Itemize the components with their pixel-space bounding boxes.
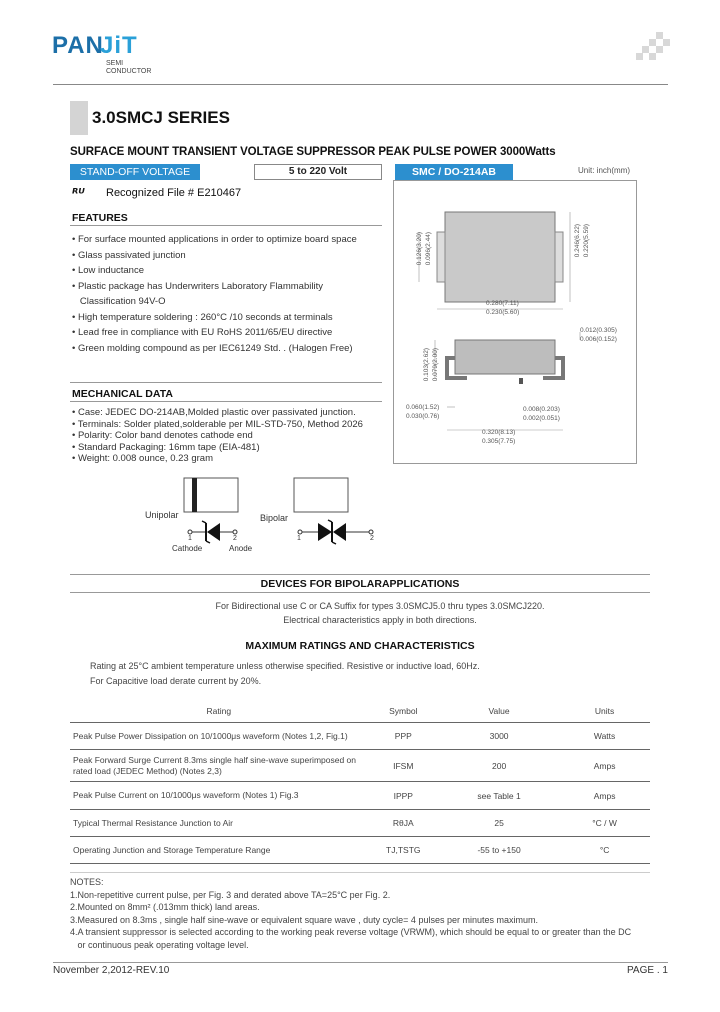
- list-item: • Case: JEDEC DO-214AB,Molded plastic over passivated junction.: [72, 407, 356, 418]
- unipolar-pin2-label: 2: [233, 535, 237, 542]
- cell-units: °C: [559, 837, 650, 864]
- mechanical-divider-top: [70, 382, 382, 383]
- dim-d7: 0.012(0.305): [580, 327, 617, 334]
- cell-rating: Peak Pulse Power Dissipation on 10/1000μs waveform (Notes 1,2, Fig.1): [70, 723, 368, 750]
- cell-units: °C / W: [559, 810, 650, 837]
- brand-sub-conductor: CONDUCTOR: [106, 68, 152, 75]
- dim-d16: 0.305(7.75): [482, 438, 516, 445]
- dim-d8: 0.006(0.152): [580, 336, 617, 343]
- bipolar-line-1: For Bidirectional use C or CA Suffix for types 3.0SMCJ5.0 thru types 3.0SMCJ220.: [215, 601, 545, 611]
- cell-symbol: IPPP: [368, 782, 439, 810]
- table-header-row: [70, 700, 650, 723]
- cell-rating: Peak Pulse Current on 10/1000μs waveform (Notes 1) Fig.3: [70, 782, 368, 810]
- list-item: • Glass passivated junction: [72, 249, 186, 261]
- bipolar-pin-2: [369, 530, 373, 534]
- cell-symbol: PPP: [368, 723, 439, 750]
- bipolar-divider: [70, 592, 650, 593]
- list-item: • Terminals: Solder plated,solderable per MIL-STD-750, Method 2026: [72, 418, 363, 430]
- unipolar-diode-icon: [207, 523, 220, 541]
- unipolar-pin-2: [233, 530, 237, 534]
- note-item: or continuous peak operating voltage level.: [70, 939, 249, 950]
- bipolar-heading: DEVICES FOR BIPOLARAPPLICATIONS: [260, 578, 460, 590]
- bipolar-line-2: Electrical characteristics apply in both directions.: [283, 615, 477, 625]
- mechanical-divider: [70, 401, 382, 402]
- list-item: • Lead free in compliance with EU RoHS 2011/65/EU directive: [72, 327, 333, 338]
- list-item: Classification 94V-O: [72, 296, 166, 307]
- dim-d5: 0.246(6.22): [574, 224, 581, 258]
- ratings-table: [70, 700, 650, 864]
- dim-d2: 0.230(5.60): [486, 309, 520, 316]
- note-item: 2.Mounted on 8mm² (.013mm thick) land areas.: [70, 902, 260, 912]
- brand-subtitle: [106, 60, 151, 76]
- dim-d13: 0.008(0.203): [523, 406, 560, 413]
- cell-value: 25: [439, 810, 559, 837]
- cell-value: -55 to +150: [439, 837, 559, 864]
- unit-note: Unit: inch(mm): [578, 166, 631, 175]
- dim-d1: 0.280(7.11): [486, 300, 519, 307]
- features-list: [72, 232, 382, 356]
- note-item: 4.A transient suppressor is selected according to the working peak reverse voltage (VRWM), which should be equal to or greater than the DC: [70, 927, 632, 937]
- bipolar-label: Bipolar: [260, 513, 289, 523]
- unipolar-pin-1: [188, 530, 192, 534]
- page-number: PAGE . 1: [627, 965, 668, 976]
- notes-heading: NOTES:: [70, 877, 104, 887]
- cell-symbol: RθJA: [368, 810, 439, 837]
- col-value: Value: [439, 700, 559, 723]
- col-rating: Rating: [70, 700, 368, 723]
- cathode-label: Cathode: [172, 544, 203, 553]
- notes-divider: [70, 872, 650, 873]
- list-item: • For surface mounted applications in order to optimize board space: [72, 234, 357, 245]
- bipolar-text: [180, 599, 580, 627]
- package-label: SMC / DO-214AB: [395, 164, 513, 180]
- bipolar-pin-1: [298, 530, 302, 534]
- list-item: • Standard Packaging: 16mm tape (EIA-481): [72, 441, 260, 453]
- ratings-heading: MAXIMUM RATINGS AND CHARACTERISTICS: [245, 640, 475, 652]
- decorative-dots-icon: [636, 32, 670, 66]
- features-divider: [70, 225, 382, 226]
- unipolar-label: Unipolar: [145, 510, 179, 520]
- cathode-band: [192, 478, 197, 512]
- dim-d4: 0.096(2.44): [425, 232, 432, 266]
- dim-d10: 0.079(2.00): [432, 348, 439, 382]
- note-item: 1.Non-repetitive current pulse, per Fig. 3 and derated above TA=25°C per Fig. 2.: [70, 889, 391, 900]
- table-row: [70, 750, 650, 782]
- list-item: • Low inductance: [72, 265, 144, 276]
- rating-note-1: Rating at 25°C ambient temperature unless otherwise specified. Resistive or inductive load, 60Hz.: [90, 661, 480, 671]
- cell-units: Watts: [559, 723, 650, 750]
- standoff-label: STAND-OFF VOLTAGE: [70, 164, 200, 180]
- table-row: [70, 837, 650, 864]
- svg-text:ᴿᵁ: ᴿᵁ: [72, 187, 85, 200]
- anode-label: Anode: [229, 544, 253, 553]
- package-side-view: [455, 340, 555, 374]
- dim-d9: 0.103(2.62): [423, 348, 430, 382]
- dim-d12: 0.030(0.76): [406, 413, 440, 420]
- standoff-value: 5 to 220 Volt: [254, 164, 382, 180]
- mechanical-heading: MECHANICAL DATA: [72, 388, 173, 400]
- features-heading: FEATURES: [72, 212, 128, 224]
- list-item: • Polarity: Color band denotes cathode end: [72, 430, 253, 441]
- notes: [70, 876, 631, 951]
- table-row: [70, 782, 650, 810]
- cell-rating: Typical Thermal Resistance Junction to Air: [70, 810, 368, 837]
- series-accent-bar: [70, 101, 88, 135]
- brand-logo-jit: JiT: [100, 32, 138, 59]
- cell-value: 3000: [439, 723, 559, 750]
- list-item: • Plastic package has Underwriters Laboratory Flammability: [72, 280, 323, 292]
- cell-rating: Peak Forward Surge Current 8.3ms single half sine-wave superimposed on rated load (JEDEC Method) (Notes 2,3): [70, 750, 368, 782]
- rating-note-2: For Capacitive load derate current by 20%.: [90, 676, 262, 686]
- package-top-view: [445, 212, 555, 302]
- mechanical-list: [72, 407, 382, 465]
- cell-symbol: IFSM: [368, 750, 439, 782]
- list-item: • Green molding compound as per IEC61249 Std. . (Halogen Free): [72, 342, 353, 354]
- dim-d6: 0.220(5.59): [583, 224, 590, 258]
- list-item: • High temperature soldering : 260°C /10 seconds at terminals: [72, 311, 333, 323]
- unipolar-pin1-label: 1: [188, 535, 192, 542]
- series-title: 3.0SMCJ SERIES: [92, 108, 230, 127]
- dim-d11: 0.060(1.52): [406, 404, 440, 411]
- bipolar-diode-icon: [318, 523, 332, 541]
- cell-units: Amps: [559, 782, 650, 810]
- dim-d15: 0.320(8.13): [482, 429, 516, 436]
- dim-d14: 0.002(0.051): [523, 415, 560, 422]
- bipolar-divider-top: [70, 574, 650, 575]
- document-title: SURFACE MOUNT TRANSIENT VOLTAGE SUPPRESSOR PEAK PULSE POWER 3000Watts: [70, 146, 556, 158]
- dim-d3: 0.126(3.20): [416, 232, 423, 266]
- table-row: [70, 810, 650, 837]
- revision-date: November 2,2012-REV.10: [53, 965, 170, 976]
- cell-units: Amps: [559, 750, 650, 782]
- cell-symbol: TJ,TSTG: [368, 837, 439, 864]
- col-symbol: Symbol: [368, 700, 439, 723]
- recognized-file: Recognized File # E210467: [106, 187, 242, 199]
- bipolar-pin2-label: 2: [370, 535, 374, 542]
- bipolar-pin1-label: 1: [297, 535, 301, 542]
- note-item: 3.Measured on 8.3ms , single half sine-wave or equivalent square wave , duty cycle= 4 pulses per minutes maximum.: [70, 914, 538, 925]
- cell-rating: Operating Junction and Storage Temperature Range: [70, 837, 368, 864]
- footer-divider: [53, 962, 668, 963]
- table-row: [70, 723, 650, 750]
- col-units: Units: [559, 700, 650, 723]
- cell-value: 200: [439, 750, 559, 782]
- header-divider: [53, 84, 668, 85]
- list-item: • Weight: 0.008 ounce, 0.23 gram: [72, 453, 213, 464]
- brand-logo-pan: PAN: [52, 32, 104, 59]
- rating-notes: [90, 659, 480, 689]
- ul-mark-icon: [72, 186, 94, 203]
- bipolar-package-outline: [294, 478, 348, 512]
- brand-sub-semi: SEMI: [106, 60, 124, 67]
- cell-value: see Table 1: [439, 782, 559, 810]
